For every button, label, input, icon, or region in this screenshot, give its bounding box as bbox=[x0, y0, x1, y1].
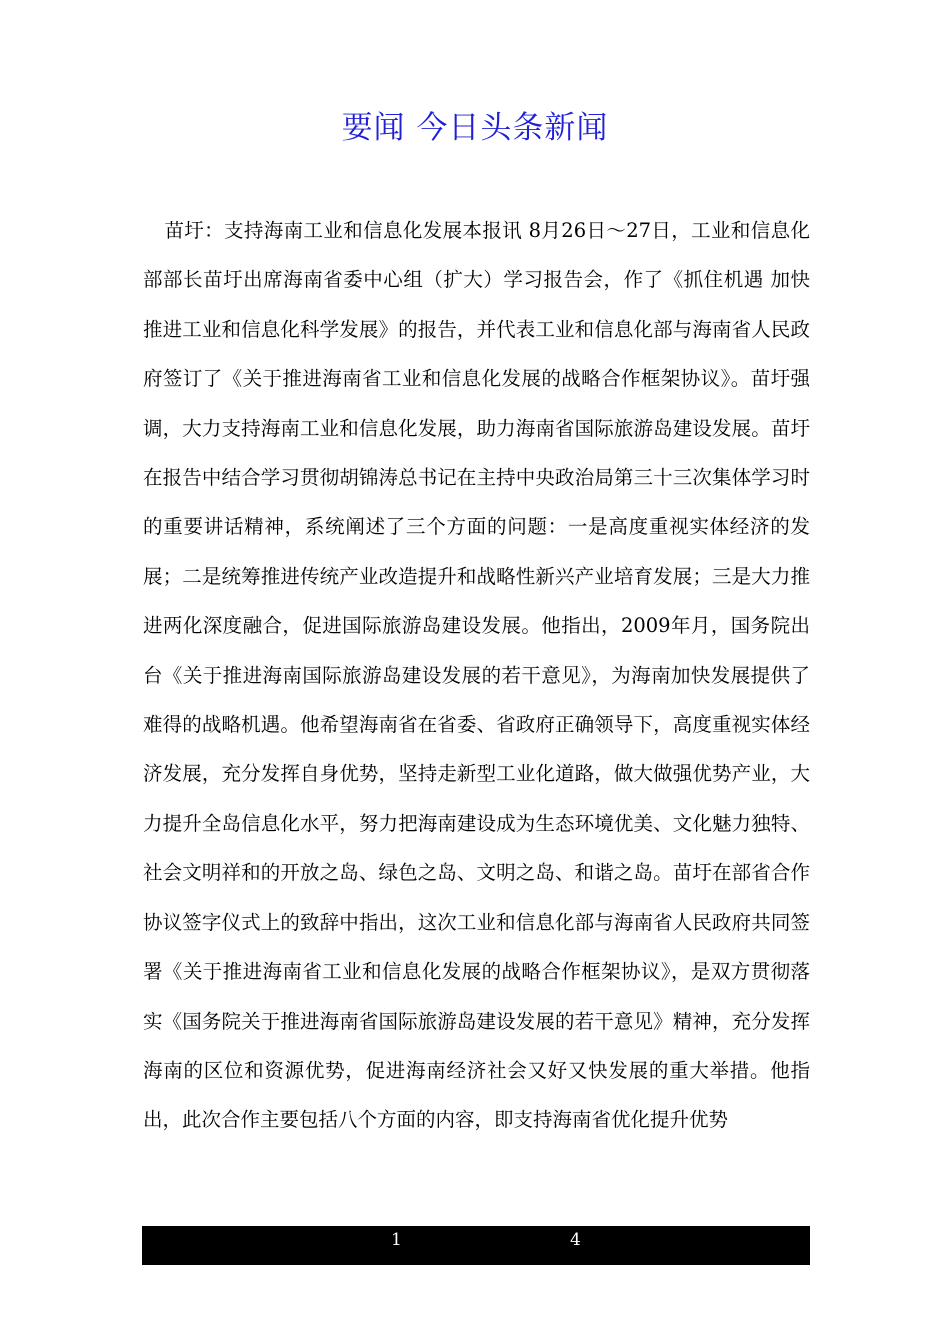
page-title: 要闻 今日头条新闻 bbox=[341, 110, 609, 146]
current-page-number: 1 bbox=[391, 1230, 402, 1250]
article-body: 苗圩：支持海南工业和信息化发展本报讯 8月26日～27日，工业和信息化部部长苗圩出席海南省委中心组（扩大）学习报告会，作了《抓住机遇 加快推进工业和信息化科学发展》的报告，并代表工业和信息化部与海南省人民政府签订了《关于推进海南省工业和信息化发展的战略合作框架协议》。苗圩强调，大力支持海南工业和信息化发展，助力海南省国际旅游岛建设发展。苗圩在报告中结合学习贯彻胡锦涛总书记在主持中央政治局第三十三次集体学习时的重要讲话精神，系统阐述了三个方面的问题：一是高度重视实体经济的发展；二是统筹推进传统产业改造提升和战略性新兴产业培育发展；三是大力推进两化深度融合，促进国际旅游岛建设发展。他指出，2009年月，国务院出台《关于推进海南国际旅游岛建设发展的若干意见》，为海南加快发展提供了难得的战略机遇。他希望海南省在省委、省政府正确领导下，高度重视实体经济发展，充分发挥自身优势，坚持走新型工业化道路，做大做强优势产业，大力提升全岛信息化水平，努力把海南建设成为生态环境优美、文化魅力独特、社会文明祥和的开放之岛、绿色之岛、文明之岛、和谐之岛。苗圩在部省合作协议签字仪式上的致辞中指出，这次工业和信息化部与海南省人民政府共同签署《关于推进海南省工业和信息化发展的战略合作框架协议》，是双方贯彻落实《国务院关于推进海南省国际旅游岛建设发展的若干意见》精神，充分发挥海南的区位和资源优势，促进海南经济社会又好又快发展的重大举措。他指出，此次合作主要包括八个方面的内容，即支持海南省优化提升优势 bbox=[143, 219, 810, 1132]
page-footer-bar bbox=[142, 1226, 810, 1265]
total-page-count: 4 bbox=[570, 1230, 581, 1250]
